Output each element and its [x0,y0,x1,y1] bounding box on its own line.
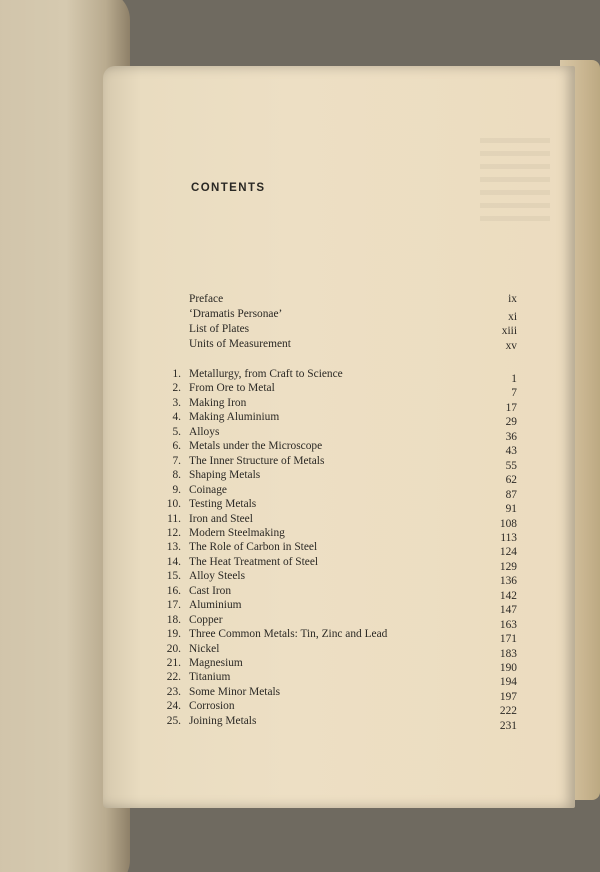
chapter-title: Modern Steelmaking [189,526,285,539]
chapter-number: 18. [166,613,181,626]
chapter-page: 43 [505,445,517,458]
chapter-page: 163 [499,618,517,631]
chapter-number: 1. [172,368,181,380]
chapter-title: Alloys [189,425,220,438]
chapter-title: Making Iron [189,396,247,409]
chapter-page: 108 [499,517,517,530]
chapter-page: 29 [505,416,517,429]
chapter-page: 183 [499,647,517,660]
chapter-page: 87 [505,488,517,501]
chapter-number: 12. [166,526,181,539]
entry-title: ‘Dramatis Personae’ [189,308,283,320]
chapter-number: 14. [166,555,181,568]
chapter-page: 171 [499,633,517,646]
chapter-title: Nickel [189,642,220,655]
chapter-title: Metallurgy, from Craft to Science [189,368,343,380]
chapter-number: 9. [172,483,181,496]
chapter-title: From Ore to Metal [189,382,275,395]
chapter-number: 2. [172,382,181,395]
chapter-title: Coinage [189,483,227,496]
chapter-title: Magnesium [189,657,243,669]
chapter-page: 113 [500,531,517,544]
chapter-number: 20. [166,642,181,655]
chapter-title: Three Common Metals: Tin, Zinc and Lead [189,628,388,641]
chapter-title: Copper [189,613,223,626]
chapter-number: 15. [166,570,181,583]
chapter-number: 5. [172,425,181,438]
entry-title: List of Plates [189,323,250,335]
chapter-number: 23. [166,685,181,698]
chapter-title: The Role of Carbon in Steel [189,541,318,554]
chapter-page: 231 [499,719,517,732]
entry-page: xiii [501,325,517,337]
chapter-title: Titanium [189,671,231,684]
chapter-page: 124 [499,546,517,559]
chapter-title: Corrosion [189,700,235,713]
chapter-title: The Inner Structure of Metals [189,454,325,467]
chapter-number: 21. [166,657,181,669]
chapter-title: Making Aluminium [189,411,280,424]
chapter-number: 4. [172,411,181,424]
chapter-page: 7 [511,387,517,400]
chapter-page: 55 [505,459,517,472]
chapter-page: 142 [499,589,517,602]
chapter-title: Some Minor Metals [189,685,281,698]
chapter-number: 13. [166,541,181,554]
chapter-page: 17 [505,401,517,414]
chapter-number: 8. [172,469,181,482]
chapter-page: 129 [499,560,517,573]
chapter-page: 222 [499,705,517,718]
chapter-page: 1 [511,373,517,385]
chapter-number: 25. [166,714,181,727]
entry-title: Preface [189,293,224,305]
contents-title: CONTENTS [191,182,266,194]
entry-title: Units of Measurement [189,338,291,350]
chapter-page: 91 [505,503,517,516]
chapter-page: 194 [499,676,517,689]
chapter-title: Testing Metals [189,498,257,511]
chapter-title: Shaping Metals [189,469,261,482]
chapter-page: 190 [499,662,517,674]
entry-page: ix [508,293,517,305]
chapter-number: 16. [166,584,181,597]
chapter-title: Cast Iron [189,584,232,597]
chapter-number: 24. [166,700,181,713]
chapter-page: 136 [499,575,517,588]
chapter-page: 36 [505,430,517,443]
chapter-number: 10. [166,498,181,511]
chapter-title: Alloy Steels [189,570,246,583]
chapter-title: Iron and Steel [189,512,253,525]
chapter-title: Aluminium [189,599,242,612]
chapter-number: 7. [172,454,181,467]
chapter-page: 197 [499,690,517,703]
chapter-number: 22. [166,671,181,684]
chapter-number: 3. [172,396,181,409]
chapter-title: The Heat Treatment of Steel [189,555,319,568]
chapter-number: 6. [172,440,181,453]
chapter-number: 11. [167,512,181,525]
chapter-page: 147 [499,604,517,617]
chapter-number: 19. [166,628,181,641]
entry-page: xi [508,311,517,323]
chapter-page: 62 [505,474,517,487]
chapter-title: Joining Metals [189,714,257,727]
entry-page: xv [505,340,517,352]
chapter-title: Metals under the Microscope [189,440,323,453]
chapter-number: 17. [166,599,181,612]
